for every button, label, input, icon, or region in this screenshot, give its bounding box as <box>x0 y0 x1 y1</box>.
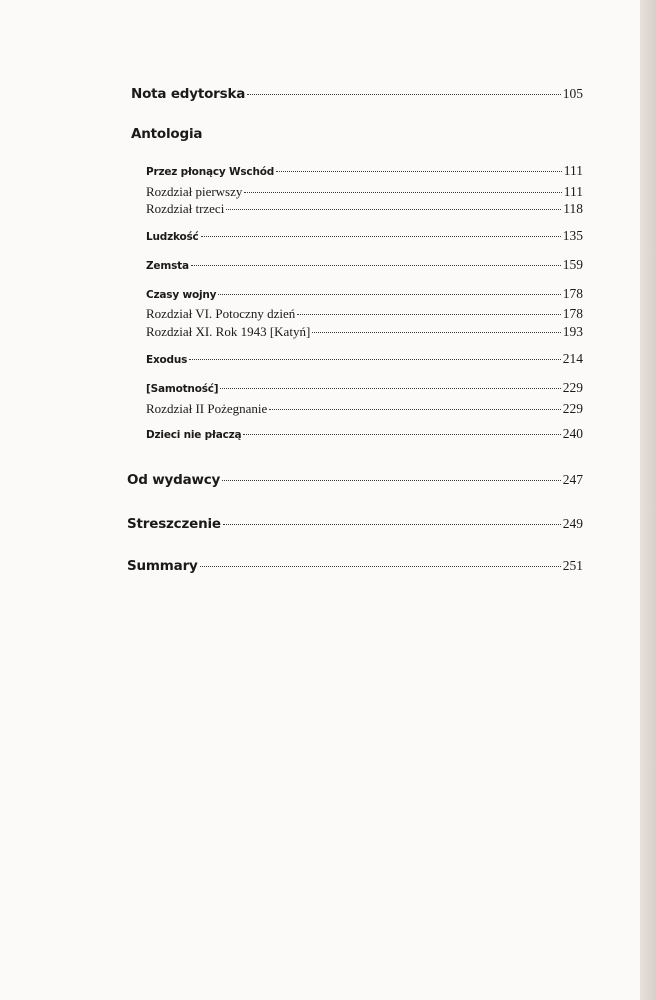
toc-entry-page: 229 <box>562 380 583 395</box>
dot-leader <box>269 409 560 410</box>
toc-entry-label: Nota edytorska <box>131 86 246 102</box>
dot-leader <box>223 524 561 525</box>
toc-entry-od-wydawcy <box>127 472 583 488</box>
toc-entry-summary <box>127 558 583 574</box>
toc-entry-label: Czasy wojny <box>146 289 217 301</box>
toc-entry-exodus <box>146 351 583 367</box>
toc-entry-streszczenie <box>127 516 583 532</box>
dot-leader <box>191 265 561 266</box>
toc-entry-page: 111 <box>563 184 583 199</box>
dot-leader <box>218 294 560 295</box>
toc-entry-label: Streszczenie <box>127 516 221 532</box>
toc-entry-page: 247 <box>562 472 583 487</box>
toc-entry-label: Rozdział pierwszy <box>146 184 243 199</box>
toc-entry-page: 178 <box>562 286 583 301</box>
dot-leader <box>276 171 562 172</box>
toc-heading-antologia: Antologia <box>131 126 203 142</box>
dot-leader <box>189 359 561 360</box>
toc-entry-przez-plonacy-wschod <box>146 163 583 179</box>
toc-entry-zemsta <box>146 257 583 273</box>
toc-entry-page: 135 <box>562 228 583 243</box>
toc-entry-rozdzial-xi <box>146 324 583 340</box>
dot-leader <box>222 480 561 481</box>
toc-entry-page: 111 <box>563 163 583 178</box>
toc-entry-czasy-wojny <box>146 286 583 302</box>
dot-leader <box>226 209 561 210</box>
dot-leader <box>200 566 561 567</box>
toc-entry-ludzkosc <box>146 228 583 244</box>
toc-entry-label: Summary <box>127 558 198 574</box>
toc-entry-label: Ludzkość <box>146 231 199 243</box>
dot-leader <box>297 314 561 315</box>
dot-leader <box>243 434 560 435</box>
toc-entry-label: Przez płonący Wschód <box>146 166 275 178</box>
toc-entry-page: 105 <box>562 86 583 101</box>
toc-entry-page: 118 <box>563 201 583 216</box>
dot-leader <box>220 388 560 389</box>
toc-entry-label: Dzieci nie płaczą <box>146 429 242 441</box>
toc-entry-rozdzial-vi <box>146 306 583 322</box>
toc-entry-rozdzial-ii <box>146 401 583 417</box>
toc-entry-rozdzial-pierwszy <box>146 184 583 200</box>
toc-entry-rozdzial-trzeci <box>146 201 583 217</box>
toc-entry-nota-edytorska <box>131 86 583 102</box>
dot-leader <box>247 94 561 95</box>
toc-entry-page: 178 <box>562 306 583 321</box>
toc-entry-samotnosc <box>146 380 583 396</box>
dot-leader <box>312 332 560 333</box>
toc-entry-page: 159 <box>562 257 583 272</box>
toc-entry-label: Zemsta <box>146 260 189 272</box>
toc-entry-page: 251 <box>562 558 583 573</box>
toc-entry-label: Exodus <box>146 354 188 366</box>
toc-entry-page: 193 <box>562 324 583 339</box>
toc-entry-label: Rozdział XI. Rok 1943 [Katyń] <box>146 324 311 339</box>
dot-leader <box>201 236 561 237</box>
toc-entry-page: 229 <box>562 401 583 416</box>
toc-entry-dzieci-nie-placza <box>146 426 583 442</box>
toc-entry-label: Rozdział II Pożegnanie <box>146 401 268 416</box>
toc-entry-page: 249 <box>562 516 583 531</box>
toc-entry-label: Rozdział trzeci <box>146 201 225 216</box>
dot-leader <box>244 192 561 193</box>
toc-entry-page: 240 <box>562 426 583 441</box>
toc-entry-label: Od wydawcy <box>127 472 221 488</box>
toc-entry-label: [Samotność] <box>146 383 219 395</box>
toc-entry-label: Rozdział VI. Potoczny dzień <box>146 306 296 321</box>
page-gutter <box>640 0 656 1000</box>
toc-entry-page: 214 <box>562 351 583 366</box>
